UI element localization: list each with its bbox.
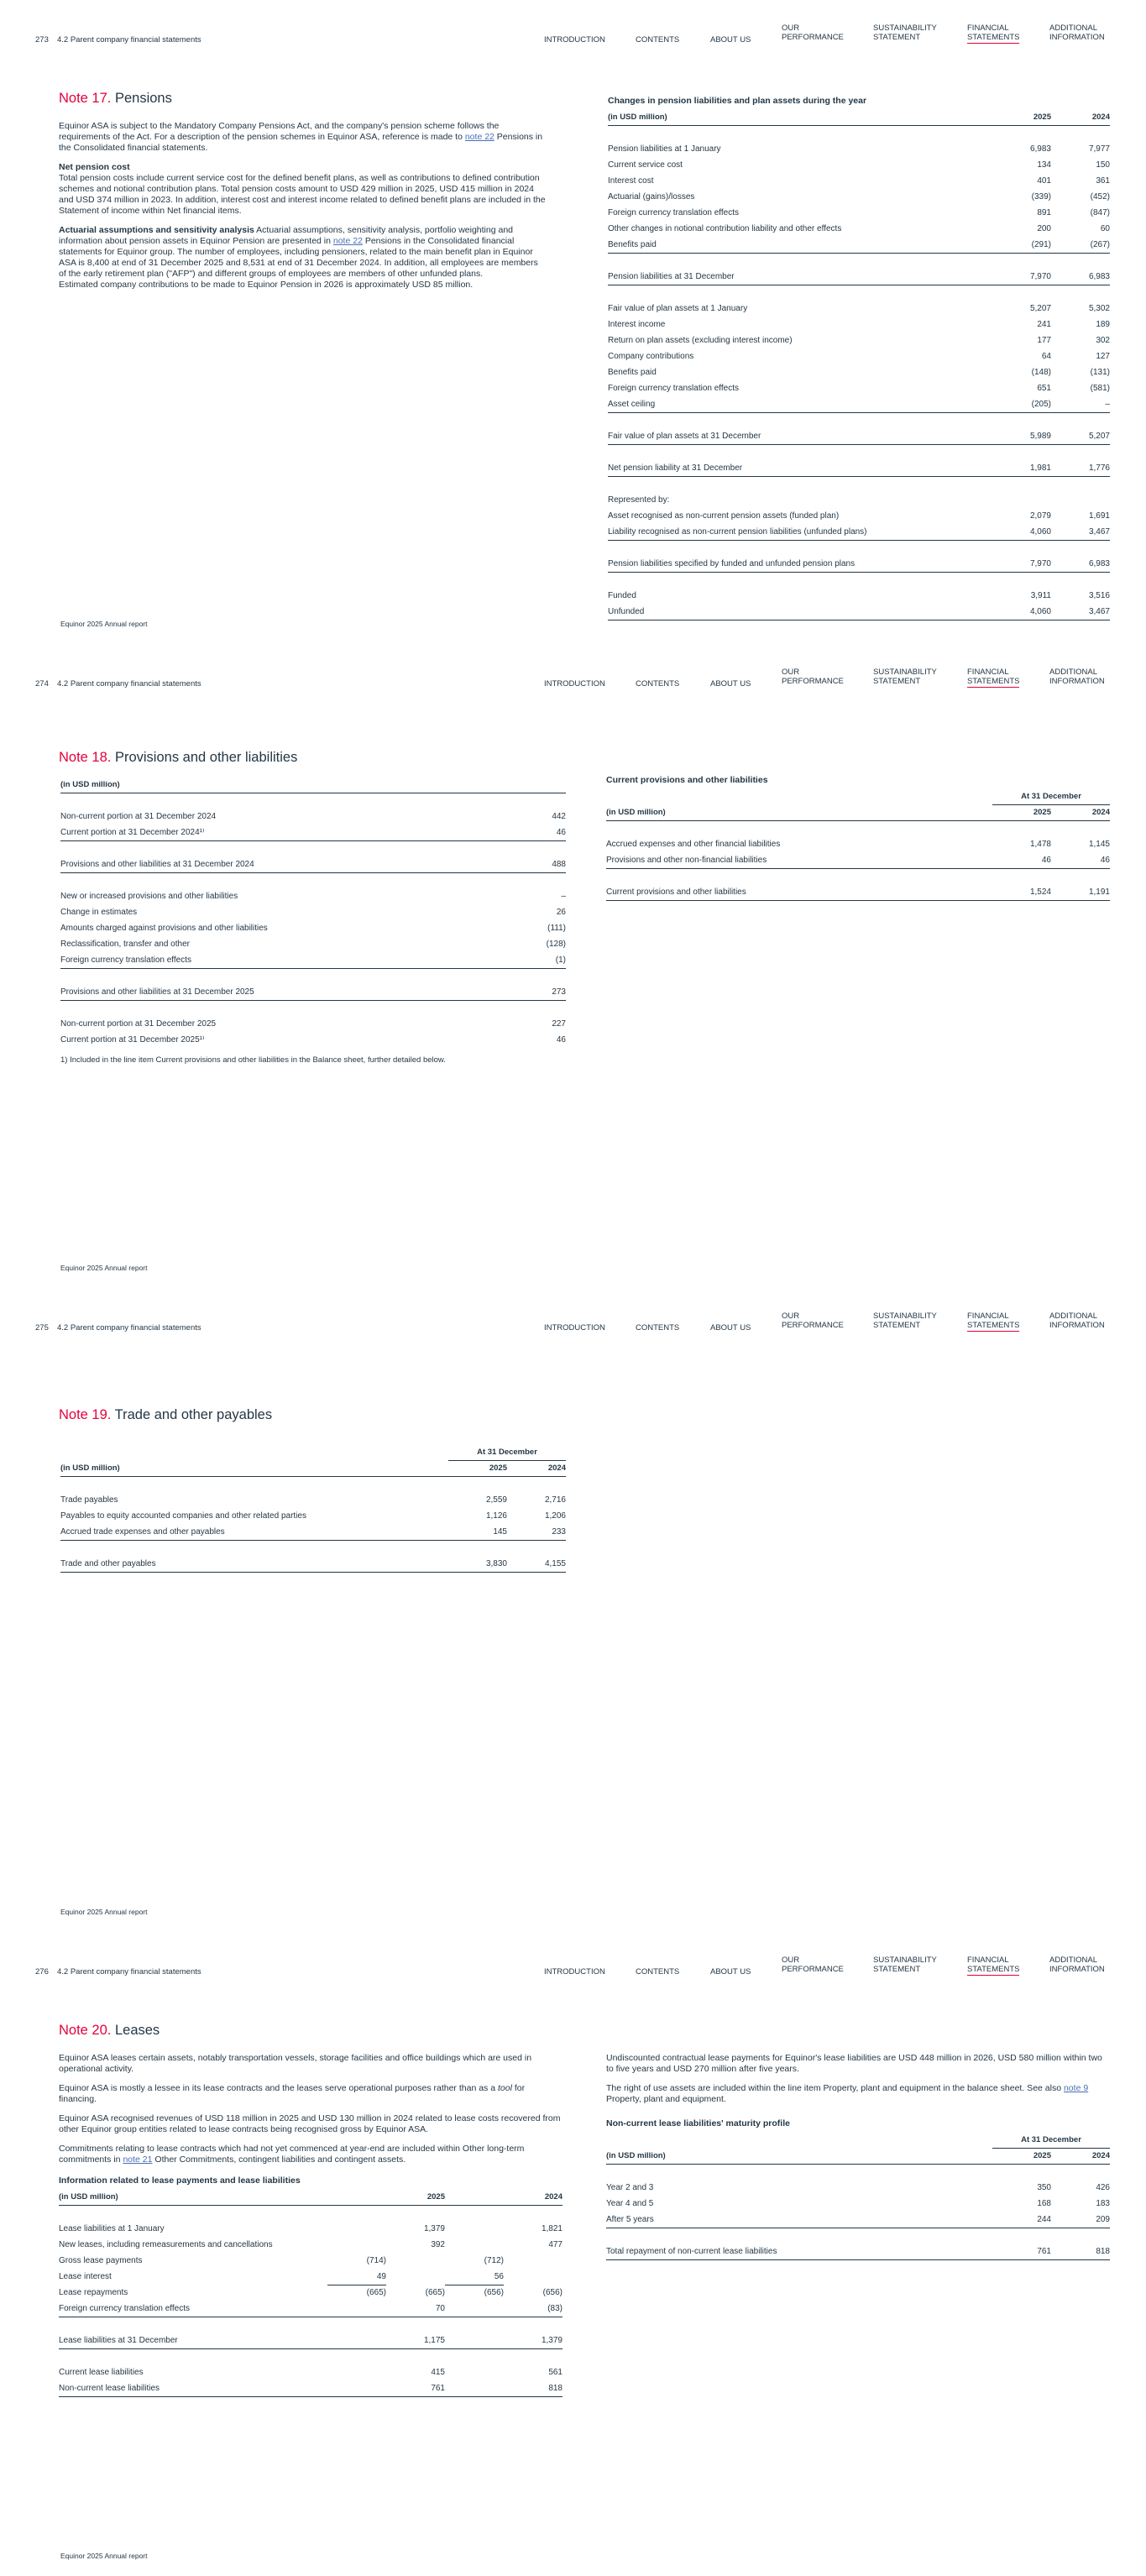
row-label: Benefits paid — [608, 368, 657, 377]
row-value: 2,079 — [1029, 511, 1051, 521]
lease-right-col: Undiscounted contractual lease payments for Equinor's lease liabilities are USD 448 million in 2026, USD 580 million within two to five years and USD 270 million after five years. The right of use assets are included within the line item Property, plant and equipment in the balance sheet. See also note 9 Property, plant and equipment. Non-current lease liabilities' maturity profile At 31 December (in USD million) 2025 2024 Year 2 and 3 350 426 Year 4 and 5 168 183 After 5 years 244 209 Total repayment of non-current lease liabilities 761 818 — [606, 2053, 1110, 2260]
table-row — [608, 348, 1110, 364]
row-value: 1,126 — [485, 1511, 507, 1521]
row-value: 401 — [1037, 176, 1051, 186]
row-value: 392 — [431, 2240, 445, 2249]
row-value: 2,559 — [485, 1495, 507, 1505]
table-row — [60, 825, 566, 840]
nav-introduction[interactable]: INTRODUCTION — [544, 35, 605, 45]
table-row — [608, 508, 1110, 524]
row-label: New or increased provisions and other liabilities — [60, 892, 238, 901]
row-value: 818 — [504, 2380, 563, 2396]
nav-contents[interactable]: CONTENTS — [636, 1967, 680, 1977]
table-row — [606, 2196, 1110, 2212]
row-value: – — [1051, 396, 1110, 412]
table-row — [60, 1032, 566, 1048]
row-label: Represented by: — [608, 495, 670, 505]
table-row — [608, 380, 1110, 396]
row-value: (267) — [1051, 237, 1110, 253]
row-label: Lease interest — [59, 2272, 112, 2281]
nav-our-performance[interactable]: OUR PERFORMANCE — [782, 1312, 844, 1330]
row-label: Interest cost — [608, 176, 654, 186]
table-row — [608, 237, 1110, 253]
table-row — [60, 1524, 566, 1540]
lease-text: Equinor ASA leases certain assets, notably transportation vessels, storage facilities and office buildings which are used in operational activity. Equinor ASA is mostly a lessee in its lease contracts and the leases serve operational purposes rather than as a tool for financing. Equinor ASA recognised revenues of USD 118 million in 2025 and USD 130 million in 2024 related to lease costs recovered from other Equinor group entities related to lease contracts being recognised gross by Equinor ASA. Commitments relating to lease contracts which had not yet commenced at year-end are included within Other long-term commitments in note 21 Other Commitments, contingent liabilities and contingent assets. Information related to lease payments and lease liabilities (in USD million) 2025 2024 Lease liabilities at 1 January 1,379 1,821 New leases, including remeasurements and cancellations 392 477 Gross lease payments (714) (712) Lease interest 49 56 Lease repayments (665) (665) (656) (656) Foreign currency translation effects 70 (83) Lease liabilities at 31 December 1,175 1,379 Current lease liabilities 415 561 Non-current lease liabilities 761 818 — [59, 2053, 563, 2397]
row-label: Current lease liabilities — [59, 2368, 144, 2377]
table-row — [59, 2285, 563, 2301]
row-value: (847) — [1090, 208, 1110, 217]
row-value: 168 — [1037, 2199, 1051, 2208]
nav-sustainability-statement[interactable]: SUSTAINABILITY STATEMENT — [873, 24, 937, 42]
payables-table: At 31 December (in USD million) 2025 2024 Trade payables 2,559 2,716 Payables to equity accounted companies and other related parties 1,126 1,206 Accrued trade expenses and other payables 145 233 Trade and other payables 3,830 4,155 — [60, 1444, 566, 1573]
row-label: Non-current portion at 31 December 2025 — [60, 1019, 217, 1029]
footnote: 1) Included in the line item Current provisions and other liabilities in the Balance sheet, further detailed below. — [60, 1055, 446, 1065]
row-value: 302 — [1096, 336, 1110, 345]
row-value: (714) — [366, 2256, 386, 2265]
row-value — [327, 2333, 386, 2348]
row-value: 46 — [556, 1035, 566, 1045]
table-row — [59, 2269, 563, 2285]
row-label: Other changes in notional contribution liability and other effects — [608, 224, 842, 233]
row-value: 1,524 — [992, 884, 1051, 900]
row-value: 761 — [992, 2244, 1051, 2259]
row-value: (131) — [1090, 368, 1110, 377]
table-row — [608, 556, 1110, 572]
row-value: 244 — [992, 2212, 1051, 2228]
row-label: Fair value of plan assets at 1 January — [608, 304, 748, 313]
row-value — [327, 2301, 386, 2317]
row-label: Gross lease payments — [59, 2256, 143, 2265]
row-label: Total repayment of non-current lease liabilities — [606, 2244, 992, 2259]
table-row — [60, 920, 566, 936]
row-label: Foreign currency translation effects — [59, 2301, 327, 2317]
table-row — [608, 317, 1110, 332]
row-value: 233 — [507, 1524, 566, 1540]
row-label: Unfunded — [608, 604, 992, 620]
row-value — [1051, 492, 1110, 508]
row-value: 60 — [1100, 224, 1110, 233]
row-value: 183 — [1096, 2199, 1110, 2208]
table-row — [606, 852, 1110, 868]
row-value: 1,776 — [1051, 460, 1110, 476]
row-value — [445, 2221, 504, 2237]
row-label: Year 2 and 3 — [606, 2183, 654, 2192]
row-value: 818 — [1051, 2244, 1110, 2259]
row-label: Accrued expenses and other financial liabilities — [606, 840, 781, 849]
row-value: 651 — [1037, 384, 1051, 393]
provisions-table: (in USD million) Non-current portion at 31 December 2024 442 Current portion at 31 December 2024¹⁾ 46 Provisions and other liabilities at 31 December 2024 488 New or increased provisions and other liabilities – Change in estimates 26 Amounts charged against provisions and other liabilities (111) Reclassification, transfer and other (128) Foreign currency translation effects (1) Provisions and other liabilities at 31 December 2025 273 Non-current portion at 31 December 2025 227 Current portion at 31 December 2025¹⁾ 46 1) Included in the line item Current provisions and other liabilities in the Balance sheet, further detailed below. — [60, 777, 566, 1065]
table-row — [608, 604, 1110, 620]
table-row — [59, 2221, 563, 2237]
row-value: 3,467 — [1051, 524, 1110, 540]
row-value: (128) — [546, 940, 566, 949]
row-value: 426 — [1096, 2183, 1110, 2192]
row-label: Lease repayments — [59, 2288, 128, 2297]
nav-introduction[interactable]: INTRODUCTION — [544, 1967, 605, 1977]
nav-about-us[interactable]: ABOUT US — [710, 35, 751, 45]
table-row — [59, 2364, 563, 2380]
row-value: 1,379 — [423, 2224, 445, 2233]
row-label: Provisions and other non-financial liabilities — [606, 852, 992, 868]
nav-additional-information[interactable]: ADDITIONAL INFORMATION — [1049, 668, 1105, 686]
row-value: 1,821 — [541, 2224, 563, 2233]
section-title: 4.2 Parent company financial statements — [57, 1967, 201, 1977]
row-label: Asset recognised as non-current pension assets (funded plan) — [608, 511, 840, 521]
nav-additional-information[interactable]: ADDITIONAL INFORMATION — [1049, 1956, 1105, 1974]
pension-table: Changes in pension liabilities and plan assets during the year (in USD million) 2025 2024 Pension liabilities at 1 January 6,983 7,977 Current service cost 134 150 Interest cost 401 361 Actuarial (gains)/losses (339) (452) Foreign currency translation effects 891 (847) Other changes in notional contribution liability and other effects 200 60 Benefits paid (291) (267) Pension liabilities at 31 December 7,970 6,983 Fair value of plan assets at 1 January 5,207 5,302 Interest income 241 189 Return on plan assets (excluding interest income) 177 302 Company contributions 64 127 Benefits paid (148) (131) Foreign currency translation effects 651 (581) Asset ceiling (205) – Fair value of plan assets at 31 December 5,989 5,207 Net pension liability at 31 December 1,981 1,776 Represented by: Asset recognised as non-current pension assets (funded plan) 2,079 1,691 Liability recognised as non-current pension liabilities (unfunded plans) 4,060 3,467 Pension liabilities specified by funded and unfunded pension plans 7,970 6,983 Funded 3,911 3,516 Unfunded 4,060 3,467 — [608, 96, 1110, 620]
row-value: 561 — [548, 2368, 563, 2377]
table-row — [606, 884, 1110, 900]
note-title: Note 20. Leases — [59, 2023, 160, 2038]
row-value: 145 — [448, 1524, 507, 1540]
section-title: 4.2 Parent company financial statements — [57, 35, 201, 45]
row-value: 1,191 — [1051, 884, 1110, 900]
row-label: Provisions and other liabilities at 31 December 2025 — [60, 984, 507, 1000]
row-label: Fair value of plan assets at 31 December — [608, 428, 992, 444]
nav-contents[interactable]: CONTENTS — [636, 679, 680, 689]
page-number: 273 — [35, 35, 49, 45]
nav-additional-information[interactable]: ADDITIONAL INFORMATION — [1049, 1312, 1105, 1330]
row-label: Foreign currency translation effects — [608, 208, 740, 217]
note-21-link[interactable]: note 21 — [123, 2155, 153, 2165]
page-276 — [0, 1932, 1146, 2576]
nav-financial-statements[interactable]: FINANCIAL STATEMENTS — [967, 668, 1020, 686]
table-row — [608, 588, 1110, 604]
note-9-link[interactable]: note 9 — [1063, 2083, 1089, 2093]
nav-sustainability-statement[interactable]: SUSTAINABILITY STATEMENT — [873, 1956, 937, 1974]
table-row — [608, 157, 1110, 173]
table-row — [608, 428, 1110, 444]
table-row — [59, 2380, 563, 2396]
table-row — [608, 492, 1110, 508]
row-label: Current service cost — [608, 160, 683, 170]
row-value: 1,145 — [1088, 840, 1110, 849]
row-value: 200 — [1037, 224, 1051, 233]
row-label: Trade and other payables — [60, 1556, 448, 1572]
table-row — [608, 221, 1110, 237]
row-label: Reclassification, transfer and other — [60, 940, 190, 949]
nav-contents[interactable]: CONTENTS — [636, 35, 680, 45]
row-value: (339) — [1031, 192, 1051, 202]
row-value — [327, 2221, 386, 2237]
table-row — [608, 332, 1110, 348]
row-label: Foreign currency translation effects — [608, 384, 740, 393]
row-value: 64 — [1041, 352, 1051, 361]
table-row — [608, 364, 1110, 380]
page-275 — [0, 1288, 1146, 1932]
table-row — [608, 460, 1110, 476]
table-row — [606, 2244, 1110, 2259]
table-row — [60, 904, 566, 920]
row-label: Foreign currency translation effects — [60, 952, 507, 968]
table-row — [608, 205, 1110, 221]
row-label: Funded — [608, 591, 636, 600]
page-header — [0, 0, 1146, 50]
row-value: 46 — [507, 825, 566, 840]
page-number: 276 — [35, 1967, 49, 1977]
section-title: 4.2 Parent company financial statements — [57, 679, 201, 689]
row-value: 5,207 — [1051, 428, 1110, 444]
row-value: 5,989 — [992, 428, 1051, 444]
current-provisions-table: Current provisions and other liabilities At 31 December (in USD million) 2025 2024 Accrued expenses and other financial liabilities 1,478 1,145 Provisions and other non-financial liabilities 46 46 Current provisions and other liabilities 1,524 1,191 — [606, 775, 1110, 901]
row-value: 177 — [1037, 336, 1051, 345]
note-title: Note 18. Provisions and other liabilities — [59, 750, 298, 765]
row-value — [386, 2269, 445, 2285]
table-row — [60, 936, 566, 952]
note-22-link-2[interactable]: note 22 — [332, 236, 363, 246]
row-value: 6,983 — [1051, 269, 1110, 285]
row-value: 241 — [1037, 320, 1051, 329]
table-row — [606, 836, 1110, 852]
table-row — [606, 2180, 1110, 2196]
table-row — [60, 1508, 566, 1524]
footer: Equinor 2025 Annual report — [60, 1264, 148, 1272]
table-row — [606, 2212, 1110, 2228]
row-value: 189 — [1096, 320, 1110, 329]
nav-introduction[interactable]: INTRODUCTION — [544, 679, 605, 689]
page-274 — [0, 644, 1146, 1288]
row-value: (291) — [992, 237, 1051, 253]
row-label: Trade payables — [60, 1495, 118, 1505]
row-value: 4,155 — [507, 1556, 566, 1572]
row-label: Lease liabilities at 1 January — [59, 2224, 165, 2233]
row-value: 273 — [507, 984, 566, 1000]
table-row — [60, 809, 566, 825]
row-value: 891 — [1037, 208, 1051, 217]
row-label: Actuarial (gains)/losses — [608, 192, 695, 202]
row-value: (452) — [1090, 192, 1110, 202]
row-value: (148) — [1031, 368, 1051, 377]
nav-about-us[interactable]: ABOUT US — [710, 679, 751, 689]
row-label: Current portion at 31 December 2025¹⁾ — [60, 1035, 205, 1045]
row-value: 761 — [386, 2380, 445, 2396]
row-value: 3,516 — [1088, 591, 1110, 600]
nav-introduction[interactable]: INTRODUCTION — [544, 1323, 605, 1333]
page-header — [0, 1288, 1146, 1338]
row-value: 1,691 — [1088, 511, 1110, 521]
nav-contents[interactable]: CONTENTS — [636, 1323, 680, 1333]
row-value: 127 — [1096, 352, 1110, 361]
table-row — [608, 396, 1110, 412]
table-row — [59, 2301, 563, 2317]
row-value: 4,060 — [992, 604, 1051, 620]
table-row — [59, 2253, 563, 2269]
table-row — [608, 301, 1110, 317]
row-value: 1,175 — [386, 2333, 445, 2348]
row-label: New leases, including remeasurements and cancellations — [59, 2240, 273, 2249]
nav-financial-statements[interactable]: FINANCIAL STATEMENTS — [967, 24, 1020, 42]
nav-our-performance[interactable]: OUR PERFORMANCE — [782, 24, 844, 42]
row-value: 7,970 — [992, 556, 1051, 572]
table-row — [59, 2333, 563, 2348]
footer: Equinor 2025 Annual report — [60, 2552, 148, 2560]
row-label: Lease liabilities at 31 December — [59, 2333, 327, 2348]
row-value: (665) — [366, 2288, 386, 2298]
row-value: 49 — [327, 2269, 386, 2285]
table-row — [608, 173, 1110, 189]
row-value: 227 — [552, 1019, 566, 1029]
row-value — [445, 2333, 504, 2348]
footer: Equinor 2025 Annual report — [60, 1908, 148, 1916]
row-label: Current provisions and other liabilities — [606, 884, 992, 900]
nav-additional-information[interactable]: ADDITIONAL INFORMATION — [1049, 24, 1105, 42]
row-label: Payables to equity accounted companies and other related parties — [60, 1511, 306, 1521]
row-value — [327, 2237, 386, 2253]
row-value — [327, 2364, 386, 2380]
table-row — [59, 2237, 563, 2253]
row-value: 70 — [386, 2301, 445, 2317]
row-label: Non-current portion at 31 December 2024 — [60, 812, 217, 821]
row-label: Benefits paid — [608, 237, 992, 253]
row-value — [445, 2237, 504, 2253]
row-value: – — [561, 892, 566, 901]
table-row — [60, 888, 566, 904]
row-label: After 5 years — [606, 2212, 992, 2228]
row-label: Provisions and other liabilities at 31 December 2024 — [60, 856, 507, 872]
row-value: 442 — [552, 812, 566, 821]
row-label: Year 4 and 5 — [606, 2199, 654, 2208]
row-value: (1) — [507, 952, 566, 968]
page-header — [0, 644, 1146, 694]
row-label: Current portion at 31 December 2024¹⁾ — [60, 825, 507, 840]
note-22-link[interactable]: note 22 — [464, 132, 495, 142]
table-row — [60, 984, 566, 1000]
row-value — [445, 2301, 504, 2317]
row-value — [327, 2380, 386, 2396]
page-number: 275 — [35, 1323, 49, 1333]
row-value: (83) — [504, 2301, 563, 2317]
row-value — [992, 492, 1051, 508]
row-value: 3,911 — [1030, 591, 1051, 600]
row-label: Liability recognised as non-current pension liabilities (unfunded plans) — [608, 524, 992, 540]
row-value: 6,983 — [1051, 556, 1110, 572]
row-value: 415 — [431, 2368, 445, 2377]
row-value — [504, 2269, 563, 2285]
row-label: Non-current lease liabilities — [59, 2380, 327, 2396]
row-label: Pension liabilities specified by funded and unfunded pension plans — [608, 556, 992, 572]
row-label: Interest income — [608, 320, 666, 329]
row-value: 5,302 — [1088, 304, 1110, 313]
table-row — [608, 269, 1110, 285]
row-value: 1,981 — [992, 460, 1051, 476]
page-number: 274 — [35, 679, 49, 689]
row-label: Company contributions — [608, 352, 694, 361]
section-title: 4.2 Parent company financial statements — [57, 1323, 201, 1333]
row-value: 46 — [992, 852, 1051, 868]
row-label: Amounts charged against provisions and other liabilities — [60, 924, 268, 933]
nav-sustainability-statement[interactable]: SUSTAINABILITY STATEMENT — [873, 1312, 937, 1330]
row-label: Pension liabilities at 1 January — [608, 144, 721, 154]
row-value: 2,716 — [544, 1495, 566, 1505]
row-value: 3,467 — [1051, 604, 1110, 620]
note-title: Note 17. Pensions — [59, 91, 172, 106]
row-value: 150 — [1096, 160, 1110, 170]
row-value: 4,060 — [992, 524, 1051, 540]
note-title: Note 19. Trade and other payables — [59, 1407, 273, 1422]
row-label: Asset ceiling — [608, 396, 992, 412]
table-row — [608, 141, 1110, 157]
nav-sustainability-statement[interactable]: SUSTAINABILITY STATEMENT — [873, 668, 937, 686]
row-value — [445, 2380, 504, 2396]
nav-about-us[interactable]: ABOUT US — [710, 1967, 751, 1977]
row-value: 46 — [1051, 852, 1110, 868]
row-label: Net pension liability at 31 December — [608, 460, 992, 476]
table-row — [60, 1556, 566, 1572]
row-value: 56 — [445, 2269, 504, 2285]
page-273 — [0, 0, 1146, 644]
row-value — [386, 2253, 445, 2269]
table-row — [60, 1492, 566, 1508]
page-header — [0, 1932, 1146, 1982]
row-value: 361 — [1096, 176, 1110, 186]
row-label: Change in estimates — [60, 908, 138, 917]
nav-our-performance[interactable]: OUR PERFORMANCE — [782, 668, 844, 686]
row-value — [504, 2253, 563, 2269]
row-value: 488 — [507, 856, 566, 872]
table-row — [60, 952, 566, 968]
row-value: (665) — [425, 2288, 445, 2297]
row-label: Accrued trade expenses and other payables — [60, 1524, 448, 1540]
row-value: 350 — [1037, 2183, 1051, 2192]
row-value: 7,977 — [1088, 144, 1110, 154]
nav-financial-statements[interactable]: FINANCIAL STATEMENTS — [967, 1956, 1020, 1974]
row-value: 3,830 — [448, 1556, 507, 1572]
row-label: Return on plan assets (excluding interest income) — [608, 336, 793, 345]
row-value: 5,207 — [1029, 304, 1051, 313]
note-text: Equinor ASA is subject to the Mandatory Company Pensions Act, and the company's pension scheme follows the requirements of the Act. For a description of the pension schemes in Equinor ASA, reference is made to note 22 Pensions in the Consolidated financial statements. Net pension cost Total pension costs include current service cost for the defined benefit plans, as well as contributions to defined contribution schemes and notional contribution plans. Total pension costs amount to USD 429 million in 2025, USD 415 million in 2024 and USD 374 million in 2023. In addition, interest cost and interest income related to defined benefit plans are included in the Statement of income within Net financial items. Actuarial assumptions and sensitivity analysis Actuarial assumptions, sensitivity analysis, portfolio weighting and information about pension assets in Equinor Pension are presented in note 22 Pensions in the Consolidated financial statements for Equinor group. The number of employees, including pensioners, related to the main benefit plan in Equinor ASA is 8,400 at end of 31 December 2025 and 8,531 at end of 31 December 2024. In addition, all employees are members of the early retirement plan ("AFP") and different groups of employees are members of other unfunded plans. Estimated company contributions to be made to Equinor Pension in 2026 is approximately USD 85 million. — [59, 121, 546, 290]
table-row — [60, 1016, 566, 1032]
row-value — [445, 2364, 504, 2380]
row-value: (712) — [484, 2256, 504, 2265]
table-row — [60, 856, 566, 872]
row-value: 1,478 — [1029, 840, 1051, 849]
nav-financial-statements[interactable]: FINANCIAL STATEMENTS — [967, 1312, 1020, 1330]
row-value: (111) — [547, 924, 566, 933]
row-value: 7,970 — [992, 269, 1051, 285]
nav-our-performance[interactable]: OUR PERFORMANCE — [782, 1956, 844, 1974]
footer: Equinor 2025 Annual report — [60, 620, 148, 628]
nav-about-us[interactable]: ABOUT US — [710, 1323, 751, 1333]
row-value: 209 — [1051, 2212, 1110, 2228]
row-value: 6,983 — [1029, 144, 1051, 154]
table-row — [608, 524, 1110, 540]
table-row — [608, 189, 1110, 205]
row-value: (656) — [542, 2288, 563, 2297]
row-value: 26 — [556, 908, 566, 917]
row-value: 134 — [1037, 160, 1051, 170]
row-value: (581) — [1090, 384, 1110, 393]
row-value: 1,379 — [504, 2333, 563, 2348]
row-value: 1,206 — [544, 1511, 566, 1521]
row-label: Pension liabilities at 31 December — [608, 269, 992, 285]
row-value: 477 — [548, 2240, 563, 2249]
row-value: (205) — [992, 396, 1051, 412]
row-value: (656) — [484, 2288, 504, 2298]
